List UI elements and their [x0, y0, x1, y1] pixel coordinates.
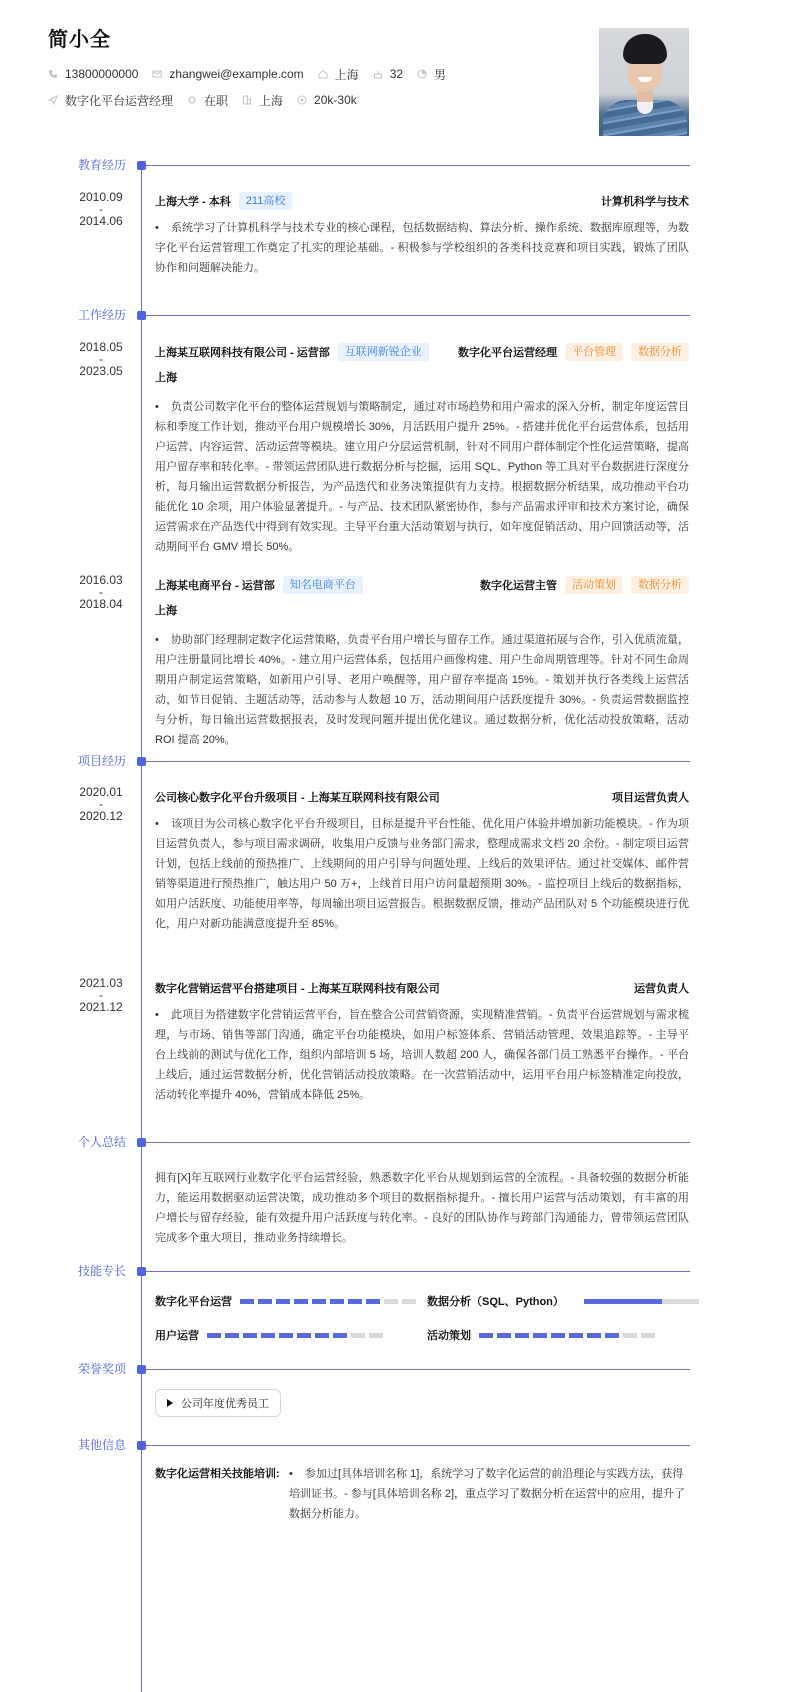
company-tag: 互联网新锐企业 — [338, 343, 429, 361]
section-title: 荣誉奖项 — [78, 1362, 127, 1376]
role-tag: 活动策划 — [565, 576, 623, 594]
info-work-city: 上海 — [242, 92, 283, 109]
info-target-role: 数字化平台运营经理 — [48, 92, 173, 109]
work-description: • 负责公司数字化平台的整体运营规划与策略制定，通过对市场趋势和用户需求的深入分析，制定年度运营目标和季度工作计划，推动平台用户规模增长 30%，月活跃用户提升 25%。- 搭建并优化平台运营体系，包括用户运营、内容运营、活动运营等模块。建立用户分层运营机制，针对不同用户群体制定个性化运营策略，提高用户留存率和转化率。- 带领运营团队进行数据分析与挖掘，运用 SQL、Python 等工具对平台数据进行深度分析，每月输出运营数据分析报告，为产品迭代和业务决策提供有力支持。根据数据分析结果，成功推动平台功能优化 10 余项，用户体验显著提升。- 与产品、技术团队紧密协作，参与产品需求评审和技术方案讨论，确保运营需求在产品迭代中得到有效实现。主导平台重大活动策划与执行，如年度促销活动、用户回馈活动等，活动期间平台 GMV 增长 50%。 — [155, 401, 689, 553]
info-row-job — [48, 92, 568, 108]
salary-icon — [297, 95, 307, 105]
section-marker-icon — [137, 1138, 146, 1147]
triangle-right-icon — [167, 1399, 173, 1407]
project-entry — [155, 788, 689, 934]
work-location: 上海 — [155, 372, 177, 384]
company-name: 上海某互联网科技有限公司 - 运营部 — [155, 347, 330, 359]
project-date: 2020.01 - 2020.12 — [79, 785, 123, 823]
candidate-name: 简小全 — [48, 29, 111, 51]
timeline-line — [141, 165, 142, 1692]
skill-level-segments — [240, 1299, 420, 1304]
project-description: • 此项目为搭建数字化营销运营平台，旨在整合公司营销资源，实现精准营销。- 负责平台运营规划与需求梳理，与市场、销售等部门沟通，确定平台功能模块，如用户标签体系、营销活动管理、效果追踪等。- 主导平台上线前的测试与优化工作，组织内部培训 5 场，培训人数超 200 人，确保各部门员工熟悉平台操作。- 平台上线后，通过运营数据分析，优化营销活动投放策略。在一次营销活动中，运用平台用户标签精准定向投放，活动转化率提升 40%，营销成本降低 25%。 — [155, 1009, 689, 1101]
mail-icon — [152, 69, 162, 79]
skills-list — [155, 1292, 715, 1360]
home-icon — [318, 69, 328, 79]
work-entry — [155, 343, 689, 557]
send-icon — [48, 95, 58, 105]
summary-entry — [155, 1162, 689, 1248]
skill-level-segments — [207, 1333, 387, 1338]
section-awards — [0, 1363, 794, 1377]
education-entry — [155, 192, 689, 278]
other-entry — [155, 1464, 690, 1524]
project-description: • 该项目为公司核心数字化平台升级项目，目标是提升平台性能、优化用户体验并增加新功能模块。- 作为项目运营负责人，参与项目需求调研，收集用户反馈与业务部门需求，整理成需求文档 20 余份。- 制定项目运营计划，包括上线前的预热推广、上线期间的用户引导与问题处理、上线后的效果评估。通过社交媒体、邮件营销等渠道进行预热推广，触达用户 50 万+，上线首日用户访问量超预期 30%。- 监控项目上线后的数据指标，如用户活跃度、功能使用率等，每周输出项目运营报告。根据数据反馈，推动产品团队对 5 个功能模块进行优化，用户对新功能满意度提升至 85%。 — [155, 818, 689, 930]
company-tag: 知名电商平台 — [283, 576, 363, 594]
info-phone: 13800000000 — [48, 67, 138, 81]
skill-item: 数据分析（SQL、Python） — [427, 1293, 699, 1309]
award-item[interactable] — [155, 1389, 281, 1417]
section-marker-icon — [137, 757, 146, 766]
project-role: 项目运营负责人 — [612, 792, 689, 804]
summary-text: 拥有[X]年互联网行业数字化平台运营经验，熟悉数字化平台从规划到运营的全流程。- 具备较强的数据分析能力，能运用数据驱动运营决策，成功推动多个项目的数据指标提升。- 擅长用户运营与活动策划，有丰富的用户增长与留存经验，能有效提升用户活跃度与转化率。- 良好的团队协作与跨部门沟通能力，曾带领运营团队完成多个重大项目，推动业务持续增长。 — [155, 1172, 689, 1244]
section-title: 工作经历 — [78, 308, 127, 322]
skill-item: 活动策划 — [427, 1327, 699, 1343]
work-date: 2018.05 - 2023.05 — [79, 340, 123, 378]
info-gender: 男 — [417, 66, 446, 83]
phone-icon — [48, 69, 58, 79]
role-tag: 平台管理 — [565, 343, 623, 361]
section-title: 其他信息 — [78, 1438, 127, 1452]
work-location: 上海 — [155, 605, 177, 617]
company-name: 上海某电商平台 - 运营部 — [155, 580, 275, 592]
skill-item: 用户运营 — [155, 1327, 427, 1343]
status-icon — [187, 95, 197, 105]
section-marker-icon — [137, 1441, 146, 1450]
section-marker-icon — [137, 1267, 146, 1276]
section-divider — [146, 1142, 690, 1143]
section-marker-icon — [137, 311, 146, 320]
project-date: 2021.03 - 2021.12 — [79, 976, 123, 1014]
section-education — [0, 159, 794, 173]
section-divider — [146, 1445, 690, 1446]
education-date: 2010.09 - 2014.06 — [79, 190, 123, 228]
section-projects — [0, 755, 794, 769]
section-divider — [146, 315, 690, 316]
info-salary: 20k-30k — [297, 93, 357, 107]
job-role: 数字化运营主管 — [480, 580, 557, 592]
other-text: • 参加过[具体培训名称 1]，系统学习了数字化运营的前沿理论与实践方法，获得培训证书。- 参与[具体培训名称 2]，重点学习了数据分析在运营中的应用，提升了数据分析能力。 — [289, 1468, 686, 1520]
job-role: 数字化平台运营经理 — [458, 347, 557, 359]
work-description: • 协助部门经理制定数字化运营策略，负责平台用户增长与留存工作。通过渠道拓展与合作，引入优质流量，用户注册量同比增长 40%。- 建立用户运营体系，包括用户画像构建、用户生命周期管理等。针对不同生命周期用户制定运营策略，如新用户引导、老用户唤醒等，用户留存率提高 15%。- 策划并执行各类线上运营活动，如节日促销、主题活动等，活动参与人数超 10 万，活动期间用户活跃度提升 30%。- 负责运营数据监控与分析，每日输出运营数据报表，及时发现问题并提出优化建议。通过数据分析，优化活动投放策略，活动 ROI 提高 20%。 — [155, 634, 689, 746]
skill-item: 数字化平台运营 — [155, 1293, 427, 1309]
work-entry — [155, 576, 689, 750]
section-divider — [146, 1369, 690, 1370]
skill-level-segments — [479, 1333, 659, 1338]
info-email: zhangwei@example.com — [152, 67, 303, 81]
section-title: 技能专长 — [78, 1264, 127, 1278]
project-role: 运营负责人 — [634, 983, 689, 995]
skill-level-bar — [584, 1299, 699, 1304]
info-city: 上海 — [318, 66, 359, 83]
info-status: 在职 — [187, 92, 228, 109]
section-work — [0, 309, 794, 323]
section-other — [0, 1439, 794, 1453]
role-tag: 数据分析 — [631, 576, 689, 594]
section-title: 个人总结 — [78, 1135, 127, 1149]
work-date: 2016.03 - 2018.04 — [79, 573, 123, 611]
section-summary — [0, 1136, 794, 1150]
section-skills — [0, 1265, 794, 1279]
project-title: 数字化营销运营平台搭建项目 - 上海某互联网科技有限公司 — [155, 983, 440, 995]
role-tag: 数据分析 — [631, 343, 689, 361]
school-tag: 211高校 — [239, 192, 293, 210]
project-title: 公司核心数字化平台升级项目 - 上海某互联网科技有限公司 — [155, 792, 440, 804]
section-title: 教育经历 — [78, 158, 127, 172]
section-divider — [146, 761, 690, 762]
section-marker-icon — [137, 161, 146, 170]
school-name: 上海大学 - 本科 — [155, 196, 231, 208]
education-description: • 系统学习了计算机科学与技术专业的核心课程，包括数据结构、算法分析、操作系统、数据库原理等，为数字化平台运营管理工作奠定了扎实的理论基础。- 积极参与学校组织的各类科技竞赛和项目实践，锻炼了团队协作和问题解决能力。 — [155, 222, 689, 274]
building-icon — [242, 95, 252, 105]
info-row-contact — [48, 66, 568, 82]
section-divider — [146, 165, 690, 166]
project-entry — [155, 979, 689, 1105]
other-label: 数字化运营相关技能培训: — [155, 1468, 280, 1480]
resume-header — [48, 26, 568, 108]
section-marker-icon — [137, 1365, 146, 1374]
profile-photo — [599, 28, 689, 136]
section-title: 项目经历 — [78, 754, 127, 768]
major: 计算机科学与技术 — [601, 196, 689, 208]
gender-icon — [417, 69, 427, 79]
section-divider — [146, 1271, 690, 1272]
award-label: 公司年度优秀员工 — [181, 1398, 269, 1410]
age-icon — [373, 69, 383, 79]
info-age: 32 — [373, 67, 403, 81]
